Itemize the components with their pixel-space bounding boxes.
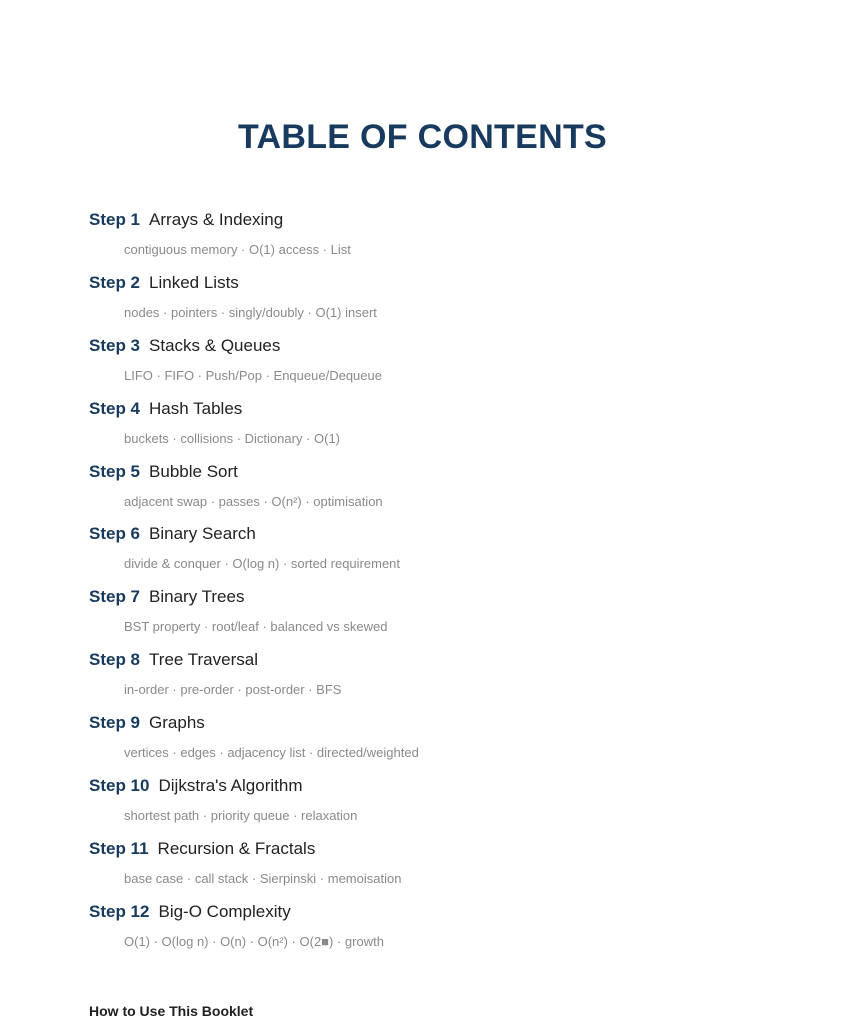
step-number: Step 7 (89, 587, 141, 607)
step-title: Binary Search (149, 524, 256, 544)
step-title: Recursion & Fractals (157, 838, 316, 858)
step-title: Big-O Complexity (158, 901, 291, 921)
step-number: Step 3 (89, 335, 141, 355)
step-subtitle: adjacent swap · passes · O(n²) · optimisation (124, 493, 383, 509)
toc-entry-10 (89, 772, 789, 835)
table-of-contents (89, 206, 789, 961)
step-title: Binary Trees (149, 587, 245, 607)
step-number: Step 6 (89, 524, 141, 544)
toc-entry-6 (89, 520, 789, 583)
step-number: Step 9 (89, 713, 141, 733)
step-title: Stacks & Queues (149, 335, 281, 355)
step-title: Tree Traversal (149, 650, 258, 670)
step-title: Linked Lists (149, 272, 239, 292)
step-subtitle: buckets · collisions · Dictionary · O(1) (124, 430, 340, 446)
step-subtitle: vertices · edges · adjacency list · directed/weighted (124, 745, 419, 761)
step-title: Bubble Sort (149, 461, 238, 481)
toc-entry-1 (89, 206, 789, 269)
toc-entry-4 (89, 395, 789, 458)
how-to-use-heading: How to Use This Booklet (89, 1003, 254, 1019)
step-subtitle: O(1) · O(log n) · O(n) · O(n²) · O(2■) · growth (124, 933, 384, 949)
step-subtitle: BST property · root/leaf · balanced vs skewed (124, 619, 388, 635)
toc-entry-12 (89, 898, 789, 961)
step-subtitle: LIFO · FIFO · Push/Pop · Enqueue/Dequeue (124, 367, 382, 383)
step-subtitle: nodes · pointers · singly/doubly · O(1) insert (124, 304, 377, 320)
step-title: Hash Tables (149, 398, 243, 418)
step-title: Arrays & Indexing (149, 210, 284, 229)
toc-entry-11 (89, 835, 789, 898)
toc-entry-9 (89, 709, 789, 772)
toc-entry-5 (89, 458, 789, 521)
step-number: Step 4 (89, 398, 141, 418)
step-number: Step 11 (89, 838, 149, 858)
step-title: Graphs (149, 713, 205, 733)
step-number: Step 1 (89, 210, 141, 229)
step-number: Step 5 (89, 461, 141, 481)
step-subtitle: shortest path · priority queue · relaxation (124, 808, 358, 824)
step-subtitle: base case · call stack · Sierpinski · memoisation (124, 870, 402, 886)
step-number: Step 2 (89, 272, 141, 292)
step-subtitle: divide & conquer · O(log n) · sorted requirement (124, 556, 401, 572)
page-title: TABLE OF CONTENTS (237, 118, 607, 156)
toc-entry-8 (89, 646, 789, 709)
toc-entry-2 (89, 269, 789, 332)
step-number: Step 12 (89, 901, 150, 921)
toc-entry-7 (89, 583, 789, 646)
step-number: Step 10 (89, 776, 150, 796)
step-title: Dijkstra's Algorithm (158, 776, 303, 796)
step-number: Step 8 (89, 650, 141, 670)
step-subtitle: contiguous memory · O(1) access · List (124, 242, 351, 257)
toc-entry-3 (89, 332, 789, 395)
step-subtitle: in-order · pre-order · post-order · BFS (124, 682, 342, 698)
